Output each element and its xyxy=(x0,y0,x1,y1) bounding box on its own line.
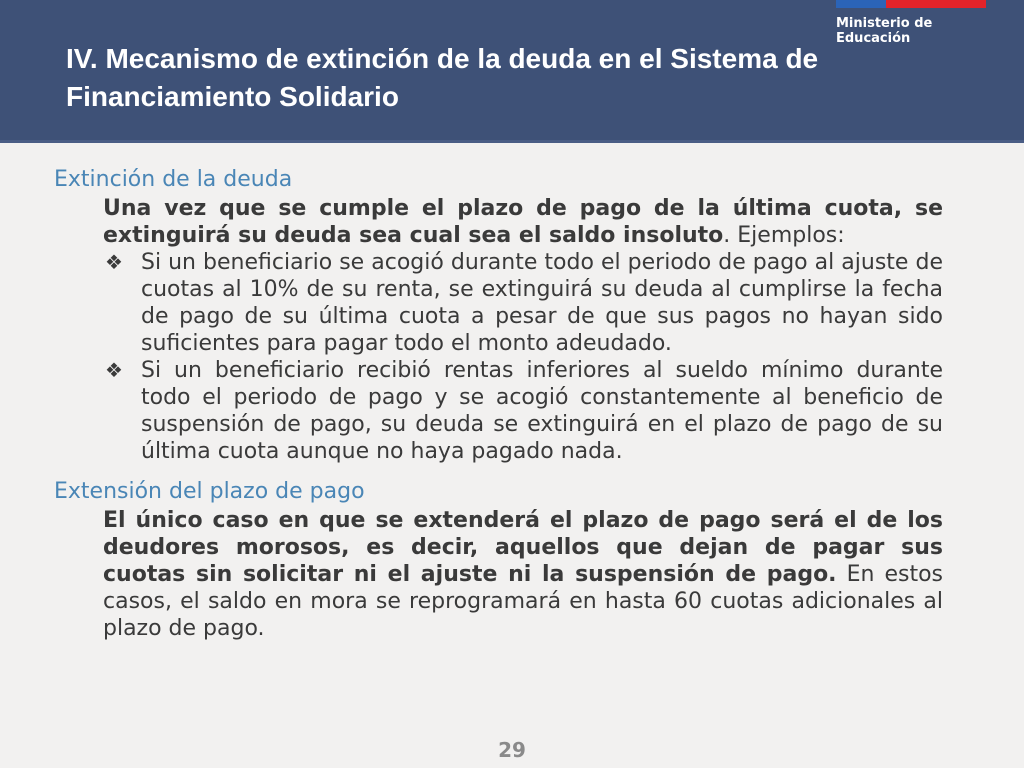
list-item xyxy=(103,357,943,465)
intro-bold-text: El único caso en que se extenderá el plazo de pago será el de los deudores morosos, es decir, aquellos que dejan de pagar sus cuotas sin solicitar ni el ajuste ni la suspensión de pago. xyxy=(103,508,943,587)
intro-rest-text: En estos casos, el saldo en mora se reprogramará en hasta 60 cuotas adicionales al plazo de pago. xyxy=(103,562,943,641)
slide-header xyxy=(0,0,1024,140)
page-number: 29 xyxy=(498,738,526,762)
flag-red-stripe xyxy=(886,0,986,8)
section-intro-extincion xyxy=(103,195,943,249)
section-heading-extension: Extensión del plazo de pago xyxy=(54,479,365,504)
bullet-text: Si un beneficiario se acogió durante todo el periodo de pago al ajuste de cuotas al 10% de su renta, se extinguirá su deuda al cumplirse la fecha de pago de su última cuota a pesar de que sus pagos no hayan sido suficientes para pagar todo el monto adeudado. xyxy=(141,250,943,356)
slide-body xyxy=(54,165,946,642)
chile-flag-stripe xyxy=(836,0,986,8)
header-divider xyxy=(0,140,1024,143)
list-item xyxy=(103,249,943,357)
section-heading-extincion: Extinción de la deuda xyxy=(54,167,293,192)
ministry-logo-text: Ministerio de Educación xyxy=(836,16,933,46)
diamond-four-icon: ❖ xyxy=(105,358,123,382)
intro-rest-text: . Ejemplos: xyxy=(723,223,845,248)
section-gap xyxy=(54,465,946,477)
section-intro-extension xyxy=(103,507,943,642)
diamond-four-icon: ❖ xyxy=(105,250,123,274)
examples-list xyxy=(103,249,943,465)
slide-title: IV. Mecanismo de extinción de la deuda en el Sistema de Financiamiento Solidario xyxy=(66,43,819,112)
intro-bold-text: Una vez que se cumple el plazo de pago de la última cuota, se extinguirá su deuda sea cual sea el saldo insoluto xyxy=(103,196,943,248)
flag-blue-stripe xyxy=(836,0,886,8)
bullet-text: Si un beneficiario recibió rentas inferiores al sueldo mínimo durante todo el periodo de pago y se acogió constantemente al beneficio de suspensión de pago, su deuda se extinguirá en el plazo de pago de su última cuota aunque no haya pagado nada. xyxy=(141,358,943,464)
